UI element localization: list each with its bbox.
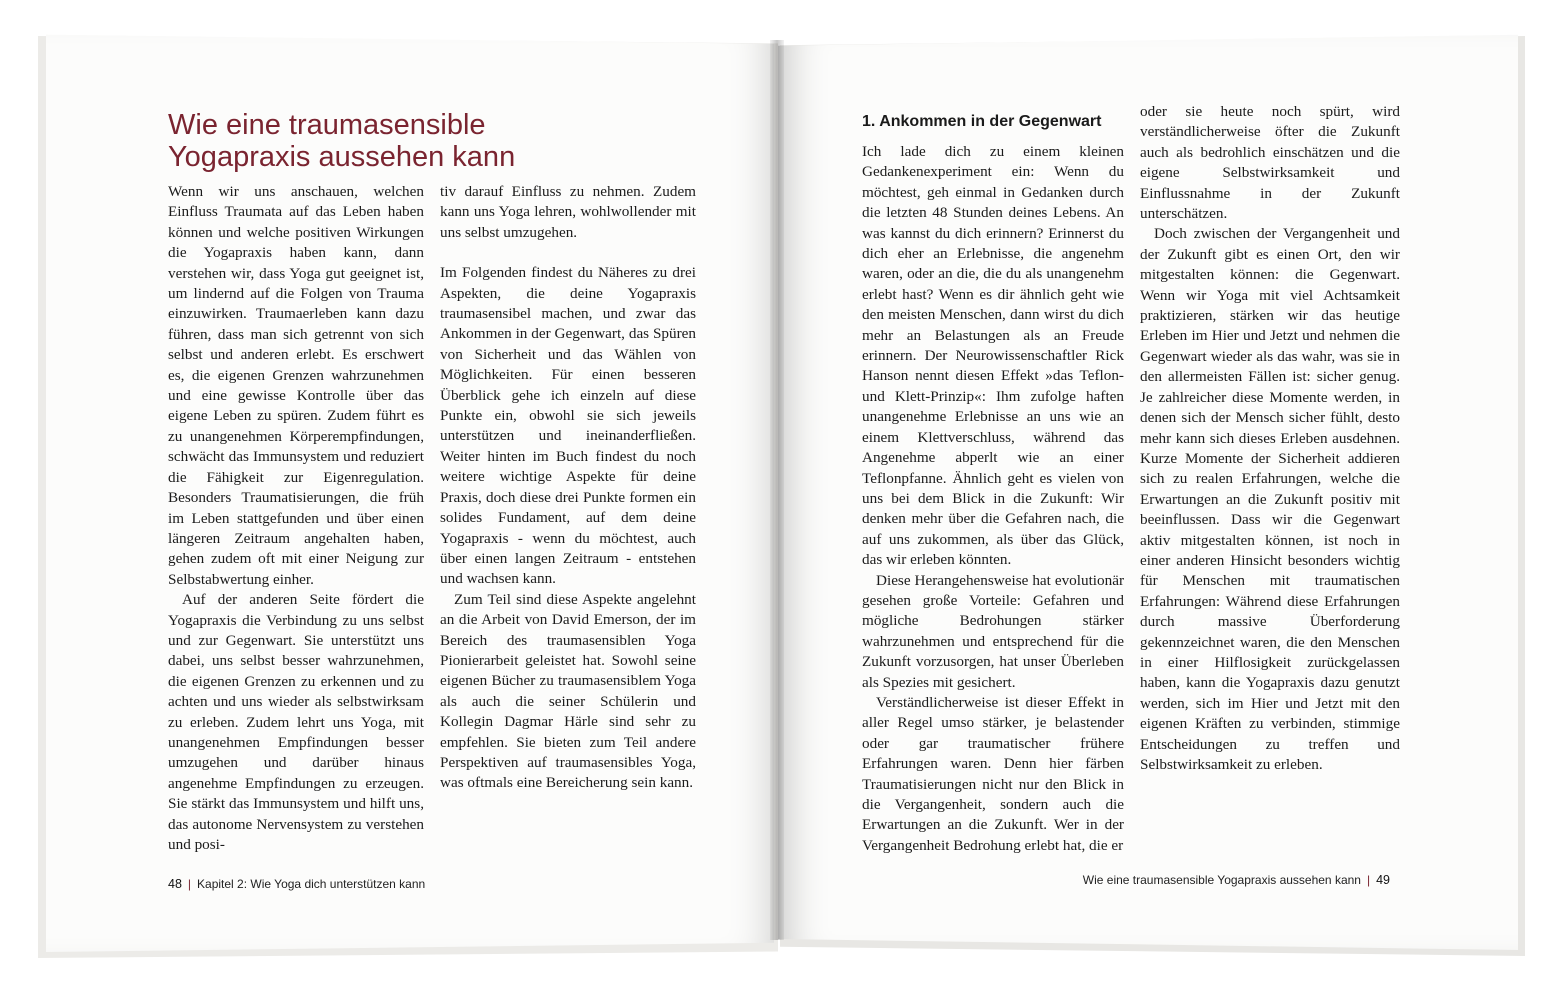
running-head: Kapitel 2: Wie Yoga dich unterstützen kann [197, 877, 426, 891]
right-page-footer [1083, 873, 1390, 887]
section-title: 1. Ankommen in der Gegenwart [862, 113, 1102, 131]
left-column-1 [168, 182, 424, 855]
book-gutter [770, 40, 784, 940]
paragraph: Auf der anderen Seite fördert die Yogapraxis die Verbindung zu uns selbst und zur Gegenwart. Sie unterstützt uns dabei, uns selbst besser wahrzunehmen, die eigenen Grenzen zu erkennen und zu achten und uns wieder als selbstwirksam zu erleben. Zudem lehrt uns Yoga, mit unangenehmen Empfindungen besser umzugehen und darüber hinaus angenehme Empfindungen zu erzeugen. Sie stärkt das Immunsystem und hilft uns, das autonome Nervensystem zu verstehen und posi- [168, 591, 424, 853]
right-column-2 [1140, 102, 1400, 775]
paragraph: Zum Teil sind diese Aspekte angelehnt an die Arbeit von David Emerson, der im Bereich des traumasensiblen Yoga Pionierarbeit geleistet hat. Sowohl seine eigenen Bücher zu traumasensiblem Yoga als auch die seiner Schülerin und Kollegin Dagmar Härle sind sehr zu empfehlen. Sie bieten zum Teil andere Perspektiven auf traumasensibles Yoga, was oftmals eine Bereicherung sein kann. [440, 590, 696, 792]
left-page-footer [168, 877, 425, 891]
running-head: Wie eine traumasensible Yogapraxis aussehen kann [1082, 873, 1361, 887]
left-column-2 [440, 182, 696, 794]
footer-separator: | [187, 877, 192, 891]
page-number: 48 [168, 877, 182, 891]
footer-separator: | [1366, 873, 1371, 887]
paragraph: Diese Herangehensweise hat evolutionär gesehen große Vorteile: Gefahren und mögliche Bedrohungen stärker wahrzunehmen und entsprechend für die Zukunft vorzusorgen, hat unser Überleben als Spezies mit gesichert. [862, 571, 1124, 691]
paragraph: Ich lade dich zu einem kleinen Gedankenexperiment ein: Wenn du möchtest, geh einmal in Gedanken durch die letzten 48 Stunden deines Lebens. An was kannst du dich erinnern? Erinnerst du dich eher an Erlebnisse, die angenehm waren, oder an die, die du als unangenehm erlebt hast? Wenn es dir ähnlich geht wie den meisten Menschen, dann wirst du dich mehr an Belastungen als an Freude erinnern. Der Neurowissenschaftler Rick Hanson nennt diesen Effekt »das Teflon- und Klett-Prinzip«: Ihm zufolge haften unangenehme Erlebnisse an uns wie an einem Klettverschluss, während das Angenehme abperlt wie an einer Teflonpfanne. Ähnlich geht es vielen von uns bei dem Blick in die Zukunft: Wir denken mehr über die Gefahren nach, die auf uns zukommen, als über das Glück, das wir erleben könnten. [862, 143, 1124, 569]
paragraph: Verständlicherweise ist dieser Effekt in aller Regel umso stärker, je belastender oder gar traumatischer frühere Erfahrungen waren. Denn hier färben Traumatisierungen nicht nur den Blick in die Vergangenheit, sondern auch die Erwartungen an die Zukunft. Wer in der Vergangenheit Bedrohung erlebt hat, die er [862, 693, 1124, 854]
paragraph: Wenn wir uns anschauen, welchen Einfluss Traumata auf das Leben haben können und welche positiven Wirkungen die Yogapraxis haben kann, dann verstehen wir, dass Yoga gut geeignet ist, um lindernd auf die Folgen von Trauma einzuwirken. Traumaerleben kann dazu führen, dass man sich getrennt von sich selbst und anderen erlebt. Es erschwert es, die eigenen Grenzen wahrzunehmen und eine gewisse Kontrolle über das eigene Leben zu spüren. Zudem führt es zu unangenehmen Körperempfindungen, schwächt das Immunsystem und reduziert die Fähigkeit zur Eigenregulation. Besonders Traumatisierungen, die früh im Leben stattgefunden und über einen längeren Zeitraum angehalten haben, gehen zudem oft mit einer Neigung zur Selbstabwertung einher. [168, 183, 424, 588]
paragraph: Doch zwischen der Vergangenheit und der Zukunft gibt es einen Ort, den wir mitgestalten können: die Gegenwart. Wenn wir Yoga mit viel Achtsamkeit praktizieren, stärken wir das heutige Erleben im Hier und Jetzt und nehmen die Gegenwart wieder als das wahr, was sie in den allermeisten Fällen ist: sicher genug. Je zahlreicher diese Momente werden, in denen sich der Mensch sicher fühlt, desto mehr kann sich dieses Erleben ausdehnen. Kurze Momente der Sicherheit addieren sich zu realen Erfahrungen, welche die Erwartungen an die Zukunft positiv mit beeinflussen. Dass wir die Gegenwart aktiv mitgestalten können, ist noch in einer anderen Hinsicht besonders wichtig für Menschen mit traumatischen Erfahrungen: Während diese Erfahrungen durch massive Überforderung gekennzeichnet waren, die den Menschen in einer Hilflosigkeit zurückgelassen haben, kann die Yogapraxis dazu genutzt werden, sich im Hier und Jetzt mit den eigenen Kräften zu verbinden, stimmige Entscheidungen zu treffen und Selbstwirksamkeit zu erleben. [1140, 225, 1400, 773]
page-number: 49 [1376, 873, 1390, 887]
paragraph: oder sie heute noch spürt, wird verständlicherweise öfter die Zukunft auch als bedrohlich einschätzen und die eigene Selbstwirksamkeit und Einflussnahme in der Zukunft unterschätzen. [1140, 103, 1400, 223]
paragraph: tiv darauf Einfluss zu nehmen. Zudem kann uns Yoga lehren, wohlwollender mit uns selbst umzugehen. [440, 183, 696, 241]
paragraph: Im Folgenden findest du Näheres zu drei Aspekten, die deine Yogapraxis traumasensibel machen, und zwar das Ankommen in der Gegenwart, das Spüren von Sicherheit und das Wählen von Möglichkeiten. Für einen besseren Überblick gehe ich einzeln auf diese Punkte ein, obwohl sie sich jeweils unterstützen und ineinanderfließen. Weiter hinten im Buch findest du noch weitere wichtige Aspekte für deine Praxis, doch diese drei Punkte formen ein solides Fundament, auf dem deine Yogapraxis - wenn du möchtest, auch über einen langen Zeitraum - entstehen und wachsen kann. [440, 264, 696, 588]
chapter-title: Wie eine traumasensible Yogapraxis aussehen kann [168, 109, 516, 174]
right-column-1 [862, 142, 1124, 856]
